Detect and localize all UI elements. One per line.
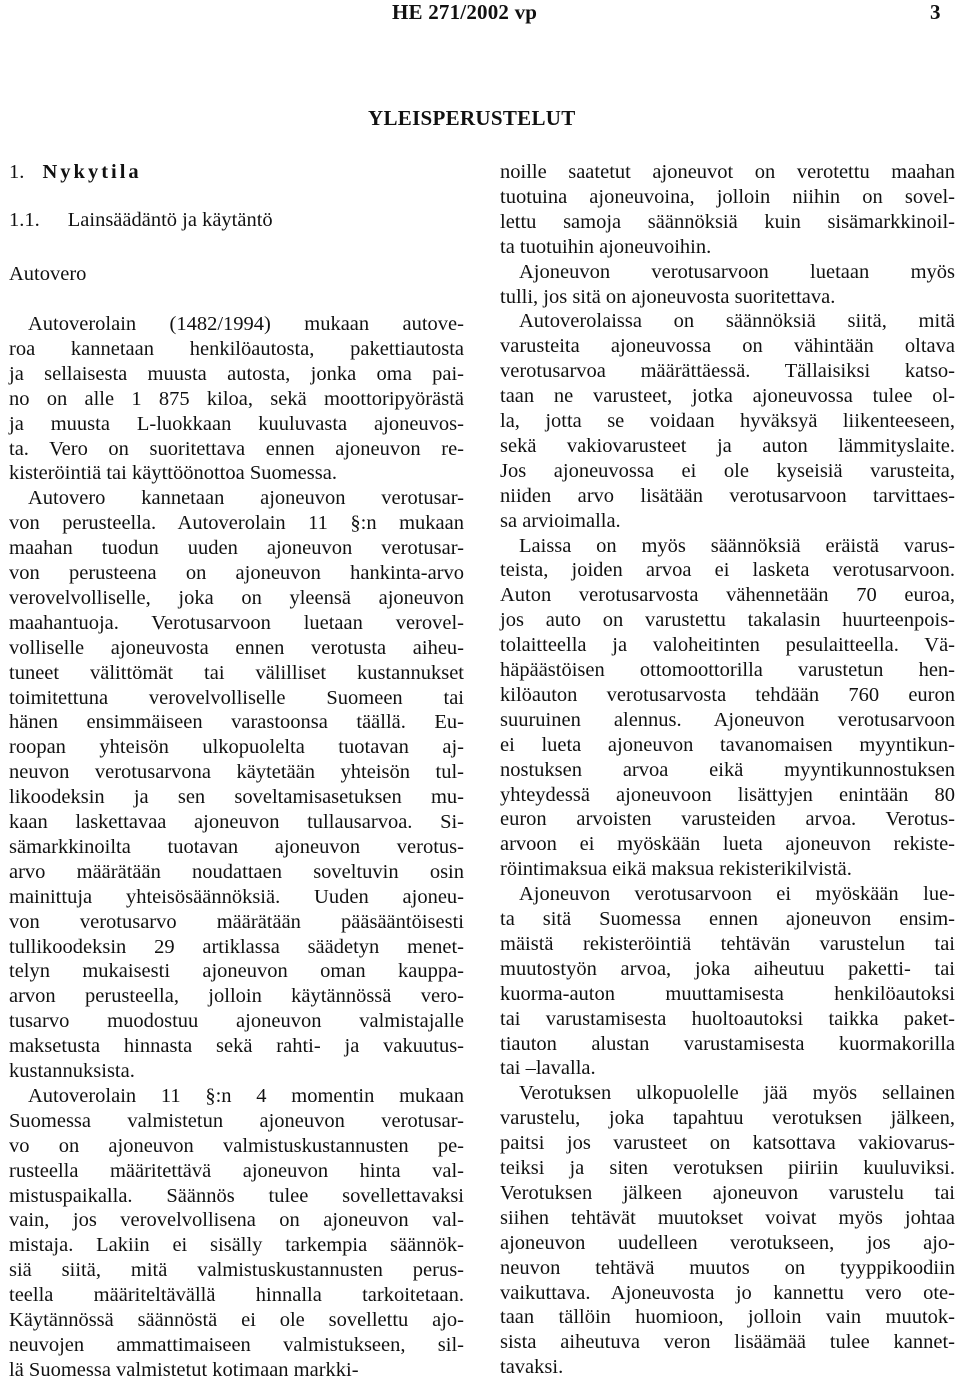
- text-line: ja muusta L-luokkaan kuuluvasta ajoneuvos-: [9, 412, 464, 435]
- text-line: Verotuksen ulkopuolelle jää myös sellainen: [519, 1082, 955, 1105]
- text-line: noille saatetut ajoneuvot on verotettu maahan: [500, 161, 955, 183]
- text-line: mistuspaikalla. Säännös tulee sovellettavaksi: [9, 1184, 464, 1207]
- heading-1: [9, 160, 142, 184]
- text-line: yhteydessä ajoneuvoon lisättyjen enintään 80: [500, 783, 955, 806]
- document-reference: HE 271/2002 vp: [392, 0, 538, 24]
- heading-1-number: 1.: [9, 161, 25, 183]
- text-line: arvon perusteella, jolloin käytännössä vero-: [9, 985, 464, 1008]
- text-line: tulli, jos sitä on ajoneuvosta suoritettava.: [500, 285, 836, 308]
- text-line: kilöauton verotusarvosta tehdään 760 euron: [500, 683, 955, 706]
- heading-1-title: Nykytila: [42, 161, 142, 183]
- text-line: neuvon tehtävä muutos on tyyppikoodiin: [500, 1256, 955, 1279]
- text-line: röintimaksua eikä maksua rekisterikilvistä.: [500, 858, 852, 881]
- text-line: no on alle 1 875 kiloa, sekä moottoripyörästä: [9, 387, 464, 410]
- text-line: euron arvoisten varusteiden arvoa. Verotus-: [500, 808, 955, 831]
- text-line: vaikuttava. Ajoneuvosta jo kannettu vero ote-: [500, 1281, 955, 1304]
- text-line: nostuksen arvoa eikä myyntikunnostuksen: [500, 758, 955, 781]
- text-line: verotusarvoa määrättäessä. Tällaisiksi katso-: [500, 360, 955, 383]
- text-line: von perusteella. Autoverolain 11 §:n mukaan: [9, 512, 464, 535]
- text-line: tolaitteella ja valoheitinten pesulaitteella. Vä-: [500, 634, 955, 657]
- text-line: likoodeksin ja sen soveltamisasetuksen mu-: [9, 786, 464, 809]
- page-number: 3: [930, 0, 941, 24]
- text-line: ta. Vero on suoritettava ennen ajoneuvon re-: [9, 437, 464, 460]
- text-line: rusteella määritettävä ajoneuvon hinta val-: [9, 1159, 464, 1182]
- text-line: kaan laskettavaa ajoneuvon tullausarvoa. Si-: [9, 811, 464, 833]
- text-line: tai varustamisesta huoltoautoksi taikka paket-: [500, 1007, 955, 1030]
- text-line: ja sellaisesta muusta autosta, jonka oma pai-: [9, 362, 464, 385]
- text-line: Ajoneuvon verotusarvoon ei myöskään lue-: [519, 883, 955, 906]
- text-line: vo on ajoneuvon valmistuskustannusten pe-: [9, 1134, 464, 1157]
- text-line: taan ne varusteet, jotka ajoneuvossa tulee ol-: [500, 385, 955, 408]
- text-line: mäistä rekisteröintiä tehtävän varustelun tai: [500, 932, 955, 955]
- text-line: neuvon verotusarvona käytetään yhteisön tul-: [9, 761, 464, 784]
- text-line: roa kannetaan henkilöautosta, pakettiautosta: [9, 337, 464, 360]
- text-line: mainittuja yhteisösäännöksiä. Uuden ajoneu-: [9, 885, 464, 908]
- heading-2-title: Lainsäädäntö ja käytäntö: [67, 209, 273, 231]
- text-line: varusteita ajoneuvossa on vähintään oltava: [500, 335, 955, 358]
- text-line: tuneet välittömät tai välilliset kustannukset: [9, 661, 464, 684]
- text-line: Autoverolaissa on säännöksiä siitä, mitä: [519, 310, 955, 333]
- text-line: ta tuotuihin ajoneuvoihin.: [500, 235, 712, 258]
- text-line: teiksi ja siten verotuksen piiriin kuuluviksi.: [500, 1157, 955, 1179]
- text-line: Suomessa valmistetun ajoneuvon verotusar-: [9, 1109, 464, 1132]
- text-line: paitsi jos varusteet on katsottava vakiovarus-: [500, 1132, 955, 1155]
- section-title: YLEISPERUSTELUT: [368, 106, 576, 130]
- text-line: Ajoneuvon verotusarvoon luetaan myös: [519, 260, 955, 283]
- heading-2: [9, 208, 273, 232]
- text-line: siä siitä, mitä valmistuskustannusten perus-: [9, 1259, 464, 1282]
- text-line: sista aiheutuva veron lisäämää tulee kannet-: [500, 1331, 955, 1354]
- text-line: telyn mukaisesti ajoneuvon oman kauppa-: [9, 960, 464, 983]
- text-line: teista, joiden arvoa ei lasketa verotusarvoon.: [500, 559, 955, 582]
- text-line: verovelvolliselle, joka on yleensä ajoneuvon: [9, 586, 464, 609]
- text-line: Autoverolain 11 §:n 4 momentin mukaan: [28, 1084, 464, 1107]
- text-line: Jos ajoneuvossa ei ole kyseisiä varusteita,: [500, 459, 955, 482]
- heading-2-number: 1.1.: [9, 209, 40, 231]
- text-line: vain, jos verovelvollisena on ajoneuvon val-: [9, 1209, 464, 1232]
- text-line: hänen ensimmäiseen varastoonsa täällä. Eu-: [9, 711, 464, 734]
- text-line: mistaja. Lakiin ei sisälly tarkempia säännök-: [9, 1234, 464, 1257]
- text-line: sämarkkinoilta tuotavan ajoneuvon verotus-: [9, 835, 464, 858]
- text-line: Laissa on myös säännöksiä eräistä varus-: [519, 534, 955, 557]
- text-line: lä Suomessa valmistetut kotimaan markki-: [9, 1358, 359, 1381]
- text-line: taan tällöin huomioon, jolloin vain muutok-: [500, 1306, 955, 1329]
- text-line: jos auto on varustettu takalasin huurteenpois-: [500, 609, 955, 632]
- text-line: häpäästöisen ottomoottorilla varustetun hen-: [500, 659, 955, 681]
- text-line: kisteröintiä tai käyttöönottoa Suomessa.: [9, 462, 337, 485]
- text-line: volliselle ajoneuvosta ennen verotusta aiheu-: [9, 636, 464, 659]
- text-line: arvo määrätään noudattaen soveltuvin osin: [9, 860, 464, 883]
- text-line: von verotusarvo määrätään pääsääntöisesti: [9, 910, 464, 933]
- text-line: ei lueta ajoneuvon tavanomaisen myyntikun-: [500, 733, 955, 756]
- text-line: tavaksi.: [500, 1356, 564, 1379]
- text-line: tiauton alustan varustamisesta kuormakorilla: [500, 1032, 955, 1055]
- text-line: kuorma-auton muuttamisesta henkilöautoksi: [500, 982, 955, 1005]
- text-line: Auton verotusarvosta vähennetään 70 euroa,: [500, 584, 955, 607]
- text-line: Autoverolain (1482/1994) mukaan autove-: [28, 313, 464, 335]
- text-line: kustannuksista.: [9, 1060, 135, 1082]
- page-header: [0, 0, 960, 30]
- text-line: teella määriteltävällä hinnalla tarkoitetaan.: [9, 1284, 464, 1307]
- text-line: la, jotta se voidaan hyväksyä liikenteeseen,: [500, 410, 955, 432]
- text-line: Käytännössä säännöstä ei ole sovellettu ajo-: [9, 1309, 464, 1331]
- text-line: Verotuksen jälkeen ajoneuvon varustelu tai: [500, 1181, 955, 1204]
- text-line: lettu samoja säännöksiä kuin sisämarkkinoil-: [500, 210, 955, 233]
- text-line: siihen tehtävät muutokset voivat myös johtaa: [500, 1206, 955, 1229]
- text-line: arvoon ei myöskään lueta ajoneuvon rekiste-: [500, 833, 955, 856]
- text-line: tusarvo muodostuu ajoneuvon valmistajalle: [9, 1010, 464, 1033]
- text-line: maahan tuodun uuden ajoneuvon verotusar-: [9, 537, 464, 560]
- text-line: maksetusta hinnasta sekä rahti- ja vakuutus-: [9, 1035, 464, 1058]
- text-line: roopan yhteisön ulkopuolelta tuotavan aj-: [9, 736, 464, 759]
- text-line: varustelu, joka tapahtuu verotuksen jälkeen,: [500, 1107, 955, 1130]
- text-line: sekä vakiovarusteet ja auton lämmityslaite.: [500, 434, 955, 457]
- text-line: niiden arvo lisätään verotusarvoon tarvittaes-: [500, 484, 955, 507]
- text-line: sa arvioimalla.: [500, 509, 621, 532]
- text-line: ta sitä Suomessa ennen ajoneuvon ensim-: [500, 908, 955, 930]
- subheading-autovero: Autovero: [9, 263, 87, 285]
- text-line: neuvojen ammattimaiseen valmistukseen, sil-: [9, 1333, 464, 1356]
- text-line: tai –lavalla.: [500, 1057, 596, 1080]
- text-line: ajoneuvon uudelleen verotukseen, jos ajo-: [500, 1231, 955, 1254]
- text-line: tullikoodeksin 29 artiklassa säädetyn menet-: [9, 935, 464, 958]
- text-line: maahantuoja. Verotusarvoon luetaan verovel-: [9, 611, 464, 634]
- text-line: toimitettuna verovelvolliselle Suomeen tai: [9, 686, 464, 709]
- text-line: tuotuina ajoneuvoina, jolloin niihin on sovel-: [500, 185, 955, 208]
- text-line: suuruinen alennus. Ajoneuvon verotusarvoon: [500, 708, 955, 731]
- text-line: muutostyön arvoa, joka aiheutuu paketti- tai: [500, 957, 955, 980]
- text-line: Autovero kannetaan ajoneuvon verotusar-: [28, 487, 464, 510]
- text-line: von perusteena on ajoneuvon hankinta-arvo: [9, 562, 464, 584]
